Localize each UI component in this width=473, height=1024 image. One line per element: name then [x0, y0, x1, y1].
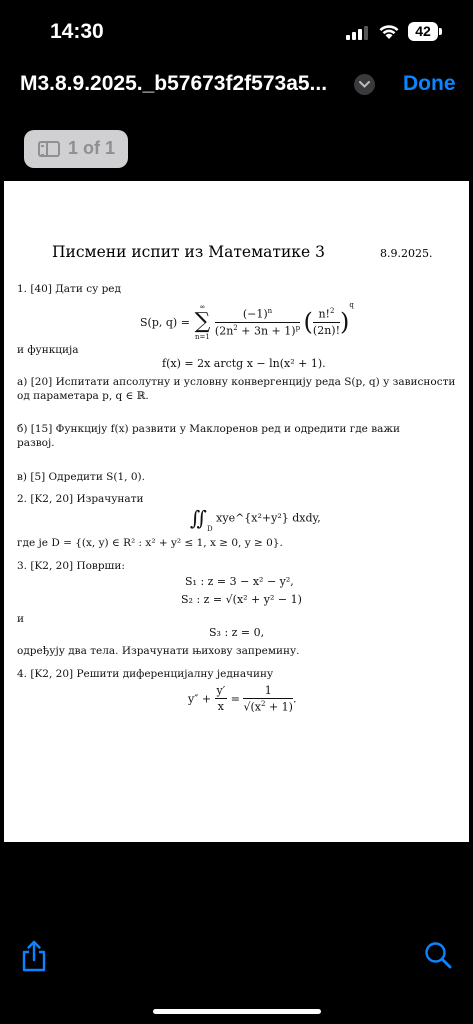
problem-2-domain: где је D = {(x, y) ∈ R² : x² + y² ≤ 1, x ≥ 0, y ≥ 0}. [17, 537, 283, 549]
document-page[interactable] [4, 181, 469, 842]
problem-1a-cont: од параметара p, q ∈ ℝ. [17, 390, 149, 402]
surface-s1: S₁ : z = 3 − x² − y², [185, 575, 294, 588]
problem-4-heading: 4. [K2, 20] Решити диференцијалну једначину [17, 668, 274, 680]
problem-3-end: одређују два тела. Израчунати њихову запремину. [17, 645, 300, 657]
problem-3-heading: 3. [K2, 20] Површи: [17, 560, 125, 572]
function-intro: и функција [17, 344, 79, 356]
problem-2-heading: 2. [K2, 20] Израчунати [17, 493, 144, 505]
cellular-signal-icon [346, 26, 368, 40]
wifi-icon [378, 23, 400, 40]
sum-symbol: ∞ ∑ n=1 [194, 303, 211, 341]
exam-title: Писмени испит из Математике 3 [52, 243, 325, 261]
problem-1b: б) [15] Функцију f(x) развити у Маклоренов ред и одредити где важи [17, 423, 401, 435]
status-time: 14:30 [50, 20, 104, 43]
home-indicator [153, 1009, 321, 1014]
page-counter-label: 1 of 1 [68, 138, 116, 158]
differential-equation: y″ + $\frac{y'}{x}$ = $\frac{1}{√(x^2 + 1)}$ . [188, 684, 297, 714]
share-icon[interactable] [20, 940, 48, 972]
series-fraction: $\frac{(-1)^n}{(2n^2 + 3n + 1)^p}$ [214, 306, 301, 338]
function-definition: f(x) = 2x arctg x − ln(x² + 1). [162, 357, 326, 370]
double-integral: $∬_D$ xye^{x²+y²} dxdy, [190, 506, 321, 533]
battery-level: 42 [408, 22, 438, 41]
battery-icon [408, 22, 442, 41]
problem-1b-cont: развој. [17, 437, 55, 449]
search-icon[interactable] [424, 941, 452, 969]
series-formula: S(p, q) = ∞ ∑ n=1 $\frac{(-1)^n}{(2n^2 + 3n + 1)^p}$ ( $\frac{n!^2}{(2n)!}$ )$^q$ [140, 301, 354, 341]
page-counter-button[interactable] [24, 130, 128, 168]
problem-1c: в) [5] Одредити S(1, 0). [17, 471, 145, 483]
surface-s2: S₂ : z = √(x² + y² − 1) [181, 593, 302, 606]
exam-date: 8.9.2025. [380, 247, 433, 260]
series-lhs: S(p, q) = [140, 315, 190, 329]
factorial-fraction: $\frac{n!^2}{(2n)!}$ [312, 307, 341, 337]
chevron-down-icon[interactable] [354, 74, 375, 95]
problem-1a: а) [20] Испитати апсолутну и условну конвергенцију реда S(p, q) у зависности [17, 376, 456, 388]
status-bar [0, 0, 473, 60]
problem-3-and: и [17, 613, 24, 625]
done-button[interactable]: Done [403, 72, 456, 95]
surface-s3: S₃ : z = 0, [209, 626, 265, 639]
double-integral-body: xye^{x²+y²} dxdy, [216, 511, 321, 525]
document-filename: M3.8.9.2025._b57673f2f573a5... [20, 72, 328, 95]
sidebar-pages-icon [38, 141, 60, 157]
problem-1-heading: 1. [40] Дати су ред [17, 283, 121, 295]
